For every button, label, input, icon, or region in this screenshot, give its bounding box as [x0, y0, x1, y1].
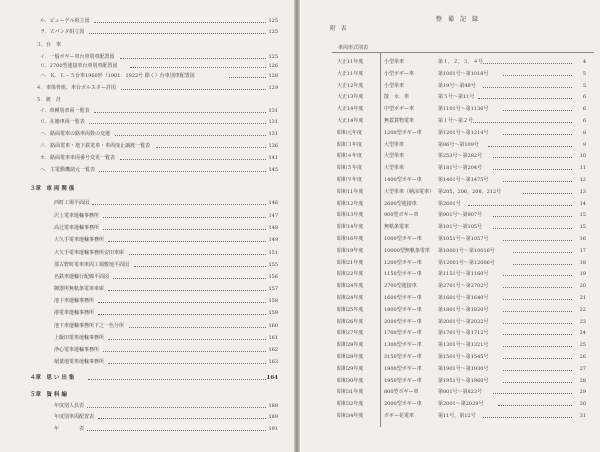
row-vehicle-numbers: 第10001号～第10016号 [438, 247, 495, 254]
row-vehicle-numbers: 第1501号～第1545号 [438, 354, 489, 360]
toc-page-number: 126 [268, 63, 278, 69]
row-vehicle-numbers: 第205，206，208，212号 [438, 188, 502, 195]
toc-page-number: 147 [268, 213, 278, 219]
toc-dot-leader [103, 347, 266, 352]
row-year: 昭和12年度 [337, 200, 364, 207]
row-dot-leader [503, 236, 572, 241]
row-year: 昭和31年度 [337, 389, 364, 396]
row-dot-leader [503, 271, 572, 276]
row-year: 大正13年度 [337, 94, 364, 101]
toc-page-number: 125 [268, 54, 278, 60]
toc-entry-label: 名鉄車運輸行配線平面図 [54, 274, 110, 280]
toc-page-number: 128 [268, 73, 278, 79]
row-year: 昭和24年度 [337, 283, 364, 290]
row-page-number: 6 [582, 118, 586, 124]
row-year: 昭和13年度 [337, 212, 364, 219]
table-top-rule [332, 52, 594, 53]
row-vehicle-numbers: 第1051号～第1057号 [438, 236, 489, 242]
row-page-number: 21 [579, 295, 586, 301]
row-dot-leader [503, 106, 572, 111]
row-year: 昭和22年度 [337, 271, 364, 278]
row-page-number: 23 [579, 318, 586, 325]
row-dot-leader [493, 153, 572, 158]
toc-dot-leader [87, 426, 266, 431]
row-vehicle-numbers: 第253号～第282号 [438, 153, 483, 160]
toc-entry-label: ３．台 車 [36, 42, 62, 48]
row-dot-leader [503, 307, 572, 312]
toc-page-number: 136 [268, 143, 278, 149]
toc-entry-label: 池下車運輸事務所 [54, 298, 95, 304]
row-page-number: 31 [579, 413, 586, 419]
row-year: 昭和４年度 [337, 153, 363, 160]
toc-entry-label: ホ．路面電車車両番号変更一覧表 [40, 155, 116, 161]
row-vehicle-type: 1950型ボギー車 [384, 377, 422, 384]
row-page-number: 6 [582, 106, 586, 113]
row-vehicle-numbers: 第1951号～第1960号 [438, 377, 489, 384]
row-year: 昭和19年度 [337, 247, 364, 254]
toc-dot-leader [129, 323, 266, 328]
row-vehicle-numbers: 第１号～第２号 [438, 118, 474, 124]
row-dot-leader [468, 201, 572, 206]
toc-entry-label: ４．車体骨組、車台ボルスター詳図 [36, 85, 116, 91]
row-vehicle-type: 中型ボギー車 [384, 106, 415, 113]
row-dot-leader [488, 142, 572, 147]
row-vehicle-type: 1200型ボギー車 [384, 259, 422, 266]
toc-entry-label: 那古野町電車車両工場敷地平面図 [54, 262, 130, 268]
toc-entry-label: 御器所無軌条電車車庫 [54, 286, 105, 292]
row-vehicle-numbers: 第1801号～第1820号 [438, 306, 489, 313]
toc-entry-label: 大久手電車運輸事務所安田車庫 [54, 250, 125, 256]
row-vehicle-type: 1600型ボギー車 [384, 295, 422, 301]
row-dot-leader [498, 401, 572, 406]
row-page-number: 14 [579, 200, 586, 207]
toc-dot-leader [229, 73, 266, 78]
row-vehicle-numbers: 第2701号～第2702号 [438, 283, 489, 290]
row-dot-leader [483, 59, 572, 64]
row-dot-leader [523, 189, 572, 194]
row-vehicle-numbers: 第801号～第823号 [438, 389, 483, 396]
row-page-number: 9 [582, 141, 586, 148]
row-dot-leader [503, 71, 572, 76]
toc-entry-label: ヘ．主電動機諸元一覧表 [40, 167, 96, 173]
row-vehicle-type: 1300型ボギー車 [384, 342, 422, 349]
toc-page-number: 162 [268, 347, 278, 353]
row-year: 大正11年度 [337, 59, 364, 65]
row-year: 昭和29年度 [337, 365, 364, 372]
row-vehicle-numbers: 第１，２，３，４号 [438, 59, 484, 65]
toc-dot-leader [94, 108, 266, 113]
row-vehicle-numbers: 第2601号 [438, 200, 461, 207]
row-year: 昭和16年度 [337, 236, 364, 242]
toc-entry-label: ５章 資 料 編 [30, 392, 67, 398]
row-page-number: 29 [579, 389, 586, 396]
right-page [300, 0, 600, 452]
toc-entry-label: 港電車運輸事務所 [54, 310, 95, 316]
row-vehicle-type: 2700型連接車 [384, 283, 417, 290]
toc-page-number: 156 [268, 274, 278, 280]
row-vehicle-type: 1150型ボギー車 [384, 271, 422, 278]
toc-entry-label: ３章 車 両 関 係 [30, 186, 75, 192]
row-year: 昭和28年度 [337, 354, 364, 360]
toc-entry-label: 西町工場平面図 [54, 200, 90, 206]
toc-page-number: 149 [268, 237, 278, 243]
toc-dot-leader [113, 274, 266, 279]
toc-page-number: 188 [268, 403, 278, 409]
row-vehicle-numbers: 第1201号～第1214号 [438, 129, 489, 136]
row-dot-leader [503, 342, 572, 347]
toc-page-number: 141 [268, 155, 278, 161]
row-page-number: 10 [579, 153, 586, 160]
row-vehicle-type: 小型単車 [384, 59, 405, 65]
row-page-number: 15 [579, 212, 586, 219]
toc-page-number: 148 [268, 225, 278, 231]
toc-dot-leader [108, 335, 266, 340]
row-page-number: 25 [579, 342, 586, 349]
row-page-number: 24 [579, 330, 586, 337]
toc-entry-label: 池下車運輸事務所下之一色分所 [54, 323, 125, 329]
row-year: 昭和26年度 [337, 318, 364, 325]
row-vehicle-type: 900型ボギー車 [384, 212, 419, 219]
toc-entry-label: ハ．Ｋ．Ｌ－５台車1960形（1901．1922号 除く）台車別車配置図 [40, 73, 195, 79]
toc-dot-leader [120, 54, 266, 59]
row-dot-leader [503, 130, 572, 135]
row-vehicle-type: 1000型ボギー車 [384, 236, 422, 242]
toc-dot-leader [121, 85, 266, 90]
row-dot-leader [503, 319, 572, 324]
toc-entry-label: ５．統 計 [36, 97, 62, 103]
toc-page-number: 164 [266, 375, 278, 381]
toc-page-number: 131 [268, 131, 278, 137]
toc-entry-label: 年 表 [54, 426, 85, 432]
toc-entry-label: ４章 思 い 出 集 [30, 375, 75, 381]
toc-dot-leader [108, 237, 266, 242]
row-year: 昭和32年度 [337, 401, 364, 408]
row-year: 昭和27年度 [337, 330, 364, 337]
row-vehicle-type: 小型単車 [384, 82, 405, 89]
table-section-title: 車両形式別表 [338, 45, 369, 51]
row-page-number: 13 [579, 188, 586, 195]
row-year: 昭和30年度 [337, 377, 364, 384]
row-vehicle-numbers: 第1001号～第1018号 [438, 70, 489, 77]
left-page [0, 0, 294, 452]
toc-dot-leader [98, 414, 266, 419]
toc-entry-label: 年度別車両配置表 [54, 414, 95, 420]
right-page-subtitle: 附 表 [330, 26, 347, 32]
row-dot-leader [503, 283, 572, 288]
row-year: 昭和３年度 [337, 141, 363, 148]
row-dot-leader [493, 224, 572, 229]
row-page-number: 11 [579, 165, 586, 172]
toc-dot-leader [99, 167, 266, 172]
row-dot-leader [503, 177, 572, 182]
toc-entry-label: 高辻電車運輸事務所 [54, 225, 100, 231]
row-page-number: 17 [579, 247, 586, 254]
row-vehicle-type: 大型単車 [384, 141, 405, 148]
row-vehicle-numbers: 第12001号～第12006号 [438, 259, 495, 266]
toc-entry-label: ロ．2700型連接車台車別車配置図 [40, 63, 118, 69]
toc-page-number: 158 [268, 298, 278, 304]
row-vehicle-type: 無蓋貨物電車 [384, 118, 415, 124]
row-vehicle-type: 10000型無軌条電車 [384, 247, 430, 254]
row-vehicle-numbers: 第1601号～第1640号 [438, 295, 489, 301]
row-dot-leader [513, 260, 572, 265]
row-vehicle-type: ボギー花電車 [384, 413, 415, 419]
row-page-number: 28 [579, 377, 586, 384]
toc-dot-leader [103, 213, 266, 218]
row-vehicle-type: 1400型ボギー車 [384, 177, 422, 183]
row-dot-leader [478, 94, 572, 99]
toc-page-number: 157 [268, 286, 278, 292]
toc-dot-leader [130, 63, 266, 68]
toc-dot-leader [120, 155, 266, 160]
row-vehicle-type: 小型ボギー車 [384, 70, 415, 77]
row-vehicle-numbers: 第1151号～第1160号 [438, 271, 489, 278]
toc-page-number: 151 [268, 250, 278, 256]
row-year: 昭和34年度 [337, 413, 364, 419]
row-vehicle-numbers: 第2001～第2029号 [438, 401, 484, 408]
row-vehicle-type: 1900型ボギー車 [384, 365, 422, 372]
row-page-number: 16 [579, 236, 586, 242]
toc-page-number: 145 [268, 167, 278, 173]
toc-dot-leader [156, 143, 266, 148]
row-vehicle-numbers: 第1401号～第1475号 [438, 177, 489, 183]
row-vehicle-type: 2600型連接車 [384, 200, 417, 207]
row-page-number: 5 [582, 82, 586, 89]
toc-dot-leader [129, 250, 266, 255]
toc-page-number: 155 [268, 262, 278, 268]
row-page-number: 20 [579, 283, 586, 290]
toc-dot-leader [134, 262, 266, 267]
toc-dot-leader [115, 131, 266, 136]
toc-dot-leader [98, 298, 266, 303]
row-vehicle-type: 大型単車（納涼電車） [384, 188, 435, 195]
toc-page-number: 125 [268, 29, 278, 35]
row-year: 昭和24年度 [337, 295, 364, 301]
row-vehicle-type: 大型単車 [384, 165, 405, 172]
row-year: 昭和25年度 [337, 306, 364, 313]
toc-dot-leader [92, 200, 266, 205]
row-year: 大正14年度 [337, 106, 364, 113]
row-year: 昭和元年度 [337, 129, 363, 136]
row-vehicle-numbers: 第1301号～第1321号 [438, 342, 489, 349]
row-dot-leader [503, 354, 572, 359]
row-vehicle-type: 1700型ボギー車 [384, 330, 422, 337]
toc-page-number: 163 [268, 359, 278, 365]
row-dot-leader [503, 330, 572, 335]
toc-entry-label: 上飯田電車運輸事務所 [54, 335, 105, 341]
row-vehicle-type: 無軌条電車 [384, 224, 410, 231]
toc-entry-label: ル．ビューゲル組立図 [40, 18, 90, 24]
toc-dot-leader [87, 403, 266, 408]
row-page-number: 27 [579, 365, 586, 372]
row-year: 昭和11年度 [337, 188, 364, 195]
row-dot-leader [483, 413, 572, 418]
toc-page-number: 161 [268, 335, 278, 341]
row-dot-leader [493, 165, 572, 170]
toc-dot-leader [108, 286, 266, 291]
row-year: 大正11年度 [337, 70, 364, 77]
toc-entry-label: 稲葉地電車運輸事務所 [54, 359, 105, 365]
row-page-number: 12 [579, 177, 586, 183]
right-page-title: 整 備 記 録 [436, 16, 479, 23]
row-page-number: 18 [579, 259, 586, 266]
row-page-number: 15 [579, 224, 586, 231]
row-vehicle-type: 2000型ボギー車 [384, 318, 422, 325]
toc-entry-label: 大久手電車運輸事務所 [54, 237, 105, 243]
row-vehicle-numbers: 第1101号～第1136号 [438, 106, 489, 113]
row-vehicle-type: 散 水 車 [384, 94, 410, 101]
toc-dot-leader [98, 310, 266, 315]
row-vehicle-numbers: 第1901号～第1930号 [438, 365, 489, 372]
row-dot-leader [493, 212, 572, 217]
toc-page-number: 189 [268, 414, 278, 420]
row-vehicle-type: 3150型ボギー車 [384, 354, 422, 360]
row-vehicle-type: 800型ボギー車 [384, 389, 419, 396]
toc-page-number: 125 [268, 18, 278, 24]
toc-page-number: 160 [268, 323, 278, 329]
toc-page-number: 131 [268, 119, 278, 125]
toc-entry-label: ハ．路面電車の路車両数の変遷 [40, 131, 111, 137]
row-year: 昭和14年度 [337, 224, 364, 231]
row-vehicle-numbers: 第５号～第11号 [438, 94, 475, 101]
row-year: 昭和５年度 [337, 165, 363, 172]
row-dot-leader [503, 378, 572, 383]
row-dot-leader [493, 389, 572, 394]
toc-page-number: 129 [268, 85, 278, 91]
row-vehicle-type: 大型単車 [384, 153, 405, 160]
toc-entry-label: イ．車種別車両一覧表 [40, 108, 90, 114]
row-page-number: 5 [582, 70, 586, 77]
row-dot-leader [503, 295, 572, 300]
toc-dot-leader [88, 375, 266, 380]
row-dot-leader [503, 366, 572, 371]
row-page-number: 8 [582, 129, 586, 136]
toc-dot-leader [94, 18, 266, 23]
toc-dot-leader [89, 119, 266, 124]
row-vehicle-numbers: 第2001号～第2022号 [438, 318, 489, 325]
row-vehicle-numbers: 第11号，第12号 [438, 413, 476, 419]
row-dot-leader [483, 83, 572, 88]
row-year: 大正14年度 [337, 118, 364, 124]
row-vehicle-numbers: 第19号～第48号 [438, 82, 476, 89]
toc-dot-leader [103, 225, 266, 230]
row-vehicle-numbers: 第101号～第105号 [438, 224, 483, 231]
toc-dot-leader [89, 29, 266, 34]
row-year: 昭和28年度 [337, 342, 364, 349]
row-page-number: 22 [579, 306, 586, 313]
toc-entry-label: 沢上電車運輸事務所 [54, 213, 100, 219]
row-vehicle-numbers: 第86号～第109号 [438, 141, 479, 148]
toc-entry-label: ロ．在籍車両一覧表 [40, 119, 85, 125]
toc-page-number: 159 [268, 310, 278, 316]
row-vehicle-numbers: 第901号～第907号 [438, 212, 483, 219]
toc-page-number: 146 [268, 200, 278, 206]
toc-entry-label: ヲ．Ｚパンタ組立図 [40, 29, 85, 35]
row-page-number: 19 [579, 271, 586, 278]
row-year: 昭和９年度 [337, 177, 363, 183]
row-dot-leader [473, 118, 572, 123]
toc-entry-label: 年度別人員表 [54, 403, 85, 409]
row-vehicle-type: 2000型ボギー車 [384, 401, 422, 408]
toc-entry-label: 浄心電車運輸事務所 [54, 347, 100, 353]
toc-page-number: 131 [268, 108, 278, 114]
row-page-number: 6 [582, 94, 586, 101]
row-page-number: 4 [582, 59, 586, 65]
row-vehicle-numbers: 第1701号～第1712号 [438, 330, 489, 337]
row-vehicle-type: 1800型ボギー車 [384, 306, 422, 313]
toc-page-number: 191 [268, 426, 278, 432]
row-year: 昭和21年度 [337, 259, 364, 266]
row-vehicle-type: 1200型ボギー車 [384, 129, 422, 136]
row-page-number: 26 [579, 354, 586, 360]
toc-entry-label: ニ．路面電車・地下鉄電車・車両廃止譲渡一覧表 [40, 143, 151, 149]
row-dot-leader [513, 248, 572, 253]
toc-dot-leader [108, 359, 266, 364]
toc-entry-label: イ．一般ボギー車台車別車配置図 [40, 54, 115, 60]
row-vehicle-numbers: 第181号～第204号 [438, 165, 483, 172]
row-page-number: 30 [579, 401, 586, 408]
table-column-divider [380, 52, 381, 427]
row-year: 大正12年度 [337, 82, 364, 89]
